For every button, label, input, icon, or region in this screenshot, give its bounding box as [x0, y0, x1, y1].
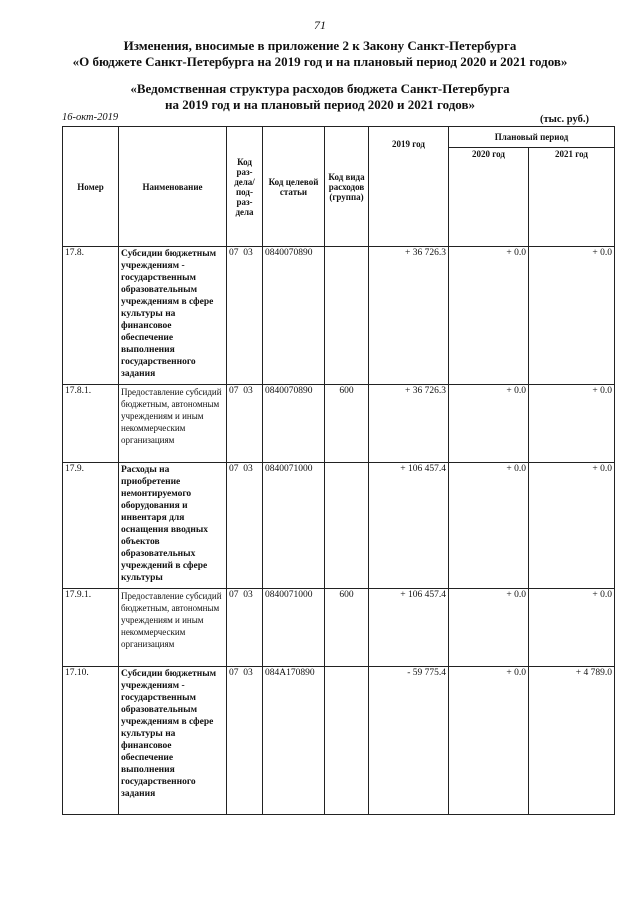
table-row: [63, 667, 615, 815]
row-number: 17.8.: [63, 247, 119, 385]
row-2020: + 0.0: [449, 667, 529, 815]
col-header-2021: 2021 год: [529, 148, 615, 247]
title-line-3: «Ведомственная структура расходов бюджета Санкт-Петербурга: [130, 81, 510, 96]
row-number: 17.8.1.: [63, 385, 119, 463]
row-razdel: 07: [229, 668, 239, 678]
row-podrazdel: 03: [243, 464, 253, 474]
row-number: 17.9.: [63, 463, 119, 589]
row-name: Предоставление субсидий бюджетным, автономным учреждениям и иным некоммерческим организациям: [119, 385, 227, 463]
col-header-planned: Плановый период: [449, 127, 615, 148]
col-header-2019: 2019 год: [369, 127, 449, 247]
row-section: [227, 463, 263, 589]
row-name: Предоставление субсидий бюджетным, автономным учреждениям и иным некоммерческим организациям: [119, 589, 227, 667]
row-razdel: 07: [229, 386, 239, 396]
row-2019: + 36 726.3: [369, 247, 449, 385]
row-expense-type: [325, 463, 369, 589]
row-section: [227, 589, 263, 667]
row-2021: + 0.0: [529, 589, 615, 667]
row-2019: - 59 775.4: [369, 667, 449, 815]
row-2020: + 0.0: [449, 463, 529, 589]
row-podrazdel: 03: [243, 386, 253, 396]
table-row: [63, 385, 615, 463]
budget-table: [62, 126, 615, 815]
title-line-4: на 2019 год и на плановый период 2020 и 2021 годов»: [164, 97, 475, 112]
row-razdel: 07: [229, 464, 239, 474]
row-podrazdel: 03: [243, 590, 253, 600]
row-podrazdel: 03: [243, 248, 253, 258]
row-2019: + 36 726.3: [369, 385, 449, 463]
row-target-code: 0840071000: [263, 463, 325, 589]
row-target-code: 084А170890: [263, 667, 325, 815]
row-2020: + 0.0: [449, 247, 529, 385]
row-name: Субсидии бюджетным учреждениям - государственным образовательным учреждениям в сфере культуры на финансовое обеспечение выполнения государственного задания: [119, 247, 227, 385]
col-header-target: Код целевой статьи: [263, 127, 325, 247]
row-razdel: 07: [229, 590, 239, 600]
document-title: [0, 38, 640, 70]
row-target-code: 0840070890: [263, 247, 325, 385]
row-podrazdel: 03: [243, 668, 253, 678]
row-target-code: 0840071000: [263, 589, 325, 667]
row-section: [227, 667, 263, 815]
col-header-section: Код раз-дела/ под-раз-дела: [227, 127, 263, 247]
table-row: [63, 463, 615, 589]
title-line-2: «О бюджете Санкт-Петербурга на 2019 год и на плановый период 2020 и 2021 годов»: [72, 54, 568, 69]
row-target-code: 0840070890: [263, 385, 325, 463]
row-name: Расходы на приобретение немонтируемого оборудования и инвентаря для оснащения вводных объектов образовательных учреждений в сфере культуры: [119, 463, 227, 589]
row-2019: + 106 457.4: [369, 463, 449, 589]
col-header-number: Номер: [63, 127, 119, 247]
row-section: [227, 385, 263, 463]
row-2020: + 0.0: [449, 385, 529, 463]
table-row: [63, 247, 615, 385]
row-2021: + 0.0: [529, 247, 615, 385]
col-header-2020: 2020 год: [449, 148, 529, 247]
row-2020: + 0.0: [449, 589, 529, 667]
col-header-expense-type: Код вида расходов (группа): [325, 127, 369, 247]
row-2019: + 106 457.4: [369, 589, 449, 667]
col-header-name: Наименование: [119, 127, 227, 247]
row-expense-type: [325, 247, 369, 385]
row-number: 17.10.: [63, 667, 119, 815]
row-name: Субсидии бюджетным учреждениям - государственным образовательным учреждениям в сфере культуры на финансовое обеспечение выполнения государственного задания: [119, 667, 227, 815]
table-row: [63, 589, 615, 667]
row-2021: + 0.0: [529, 385, 615, 463]
row-razdel: 07: [229, 248, 239, 258]
row-section: [227, 247, 263, 385]
row-expense-type: 600: [325, 589, 369, 667]
document-subtitle: [0, 81, 640, 113]
document-date: 16-окт-2019: [62, 112, 119, 123]
title-line-1: Изменения, вносимые в приложение 2 к Закону Санкт-Петербурга: [123, 38, 517, 53]
row-expense-type: [325, 667, 369, 815]
units-label: (тыс. руб.): [540, 114, 589, 125]
row-number: 17.9.1.: [63, 589, 119, 667]
page-number: 71: [314, 18, 326, 32]
row-2021: + 0.0: [529, 463, 615, 589]
row-expense-type: 600: [325, 385, 369, 463]
row-2021: + 4 789.0: [529, 667, 615, 815]
